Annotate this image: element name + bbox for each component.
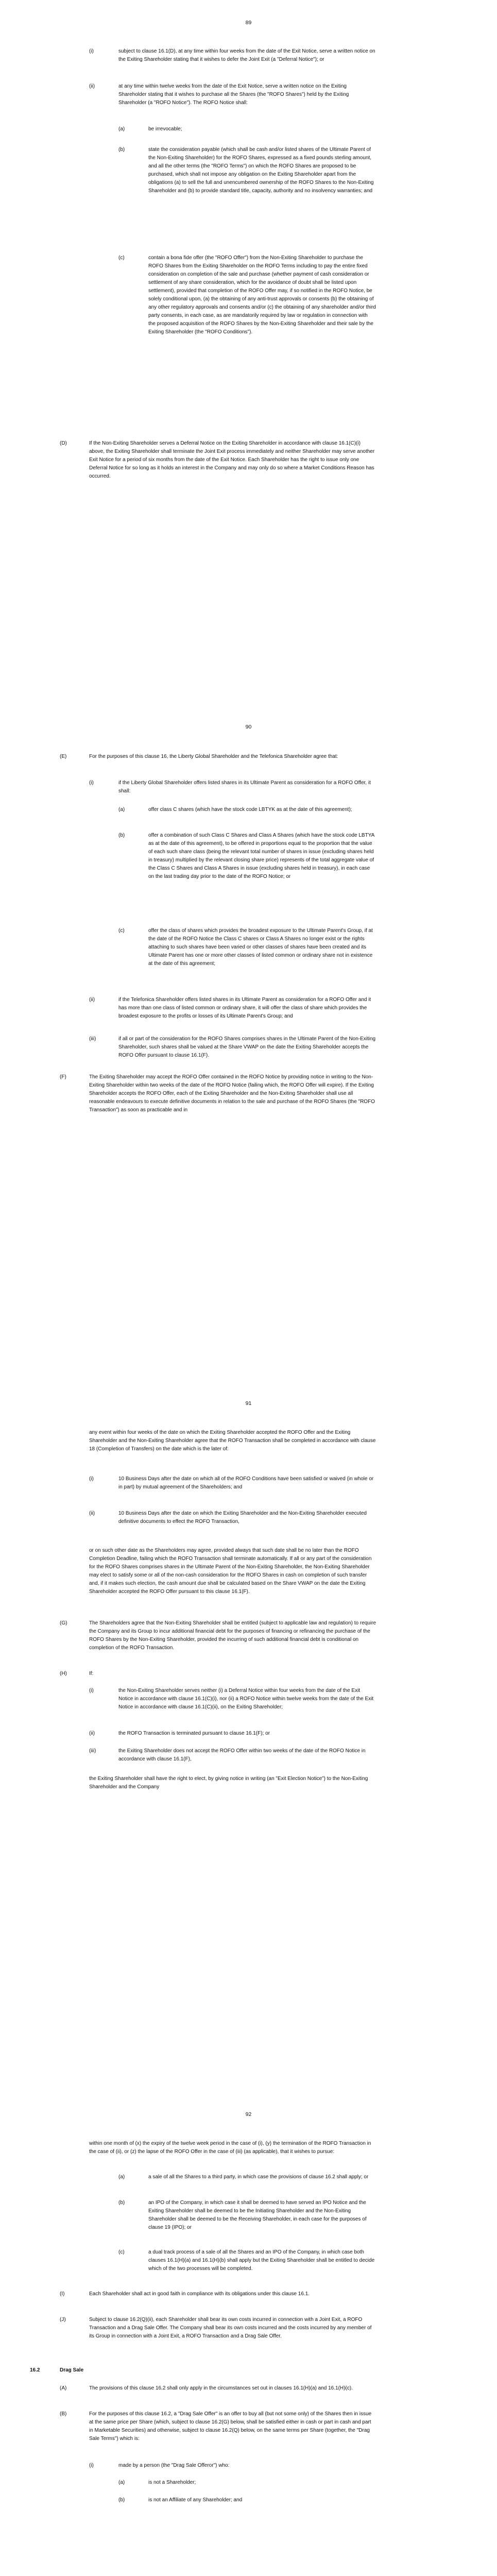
clause-label: (B) xyxy=(60,2411,67,2417)
clause-label: (J) xyxy=(60,2317,66,2323)
clause-label: (b) xyxy=(118,2200,125,2206)
clause-text: state the consideration payable (which shall be cash and/or listed shares of the Ultimate Parent of the Non-Exiting Shareholder) for the ROFO Shares, expressed as a fixed pounds sterling amount, and all the other terms (the "ROFO Terms") on which the ROFO Shares are proposed to be purchased, which shall not impose any obligation on the Exiting Shareholder apart from the obligations (a) to sell the full and unencumbered ownership of the ROFO Shares to the Non-Exiting Shareholder and (b) to provide standard title, capacity, authority and no insolvency warranties; and xyxy=(148,147,374,194)
clause-label: (F) xyxy=(60,1074,66,1080)
clause-text: the Exiting Shareholder does not accept the ROFO Offer within two weeks of the date of the ROFO Notice in accordance with clause 16.1(F), xyxy=(118,1748,366,1762)
clause-label: (ii) xyxy=(89,997,95,1003)
clause-text: or on such other date as the Shareholders may agree, provided always that such date shall be no later than the ROFO Completion Deadline, failing which the ROFO Transaction shall terminate automatically. If all or any part of the consideration for the ROFO Shares comprises shares in the Ultimate Parent of the Non-Exiting Shareholder, the Non-Exiting Shareholder may elect to satisfy some or all of the non-cash consideration for the ROFO Shares in cash on completion of such transfer and, if it makes such election, the cash amount due shall be calculated based on the Share VWAP on the date the Exiting Shareholder accepted the ROFO Offer pursuant to this clause 16.1(F). xyxy=(89,1548,372,1595)
clause-text: a dual track process of a sale of all the Shares and an IPO of the Company, in which case both clauses 16.1(H)(a) and 16.1(H)(b) shall apply but the Exiting Shareholder shall be entitled to decide which of the two processes will be completed. xyxy=(148,2249,375,2272)
clause-text: if the Liberty Global Shareholder offers listed shares in its Ultimate Parent as consideration for a ROFO Offer, it shall: xyxy=(118,780,371,794)
clause-text: the Non-Exiting Shareholder serves neither (i) a Deferral Notice within four weeks from the date of the Exit Notice in accordance with clause 16.1(C)(i), nor (ii) a ROFO Notice within twelve weeks from the date of the Exit Notice in accordance with clause 16.1(C)(ii), on the Exiting Shareholder; xyxy=(118,1688,374,1710)
clause-text: if the Telefonica Shareholder offers listed shares in its Ultimate Parent as consideration for a ROFO Offer and it has more than one class of listed common or ordinary share, it will offer the class of share which provides the broadest exposure to the profits or losses of its Ultimate Parent's Group; and xyxy=(118,997,371,1019)
clause-text: any event within four weeks of the date on which the Exiting Shareholder accepted the ROFO Offer and the Exiting Shareholder and the Non-Exiting Shareholder agree that the ROFO Transaction shall be completed in accordance with clause 18 (Completion of Transfers) on the date which is the later of: xyxy=(89,1430,376,1452)
clause-label: (i) xyxy=(89,780,94,786)
clause-label: (E) xyxy=(60,754,67,759)
clause-text: contain a bona fide offer (the "ROFO Offer") from the Non-Exiting Shareholder to purchase the ROFO Shares from the Exiting Shareholder on the ROFO Terms including to pay the entire fixed consideration on completion of the sale and purchase (whether payment of cash consideration or settlement of any share consideration, which for the avoidance of doubt shall be listed upon settlement), provided that completion of the ROFO Offer may, if so notified in the ROFO Notice, be solely conditional upon, (a) the obtaining of any anti-trust approvals or consents (b) the obtaining of any other regulatory approvals and consents and/or (c) the obtaining of any shareholder and/or third party consents, in each case, as are mandatorily required by law or regulation in connection with the proposed acquisition of the ROFO Shares by the Non-Exiting Shareholder and their sale by the Exiting Shareholder (the "ROFO Conditions"). xyxy=(148,255,376,335)
clause-label: (i) xyxy=(89,48,94,54)
clause-text: For the purposes of this clause 16.2, a "Drag Sale Offer" is an offer to buy all (but not some only) of the Shares then in issue at the same price per Share (which, subject to clause 16.2(G) below, shall be satisfied either in cash or part in cash and part in Marketable Securities) and otherwise, subject to clause 16.2(Q) below, on the same terms per Share (together, the "Drag Sale Terms") which is: xyxy=(89,2411,372,2442)
clause-label: (i) xyxy=(89,1688,94,1693)
clause-text: the ROFO Transaction is terminated pursuant to clause 16.1(F); or xyxy=(118,1731,270,1736)
clause-text: The Shareholders agree that the Non-Exiting Shareholder shall be entitled (subject to applicable law and regulation) to require the Company and its Group to incur additional financial debt for the purposes of financing or refinancing the purchase of the ROFO Shares by the Non-Exiting Shareholder, provided the incurring of such additional financial debt is conditional on completion of the ROFO Transaction. xyxy=(89,1620,376,1651)
clause-label: (b) xyxy=(118,147,125,152)
clause-text: For the purposes of this clause 16, the Liberty Global Shareholder and the Telefonica Shareholder agree that: xyxy=(89,754,338,759)
clause-label: (c) xyxy=(118,255,125,261)
clause-label: (iii) xyxy=(89,1748,96,1754)
page-number: 92 xyxy=(245,2111,252,2117)
clause-label: (ii) xyxy=(89,83,95,89)
clause-text: 10 Business Days after the date on which the Exiting Shareholder and the Non-Exiting Shareholder executed definitive documents to effect the ROFO Transaction, xyxy=(118,1511,367,1524)
clause-text: made by a person (the "Drag Sale Offeror") who: xyxy=(118,2463,230,2468)
clause-label: (i) xyxy=(89,2463,94,2468)
clause-text: is not a Shareholder; xyxy=(148,2480,196,2485)
section-heading: Drag Sale xyxy=(60,2367,84,2373)
clause-text: the Exiting Shareholder shall have the right to elect, by giving notice in writing (an "Exit Election Notice") to the Non-Exiting Shareholder and the Company xyxy=(89,1776,368,1790)
clause-label: (a) xyxy=(118,126,125,132)
clause-label: (ii) xyxy=(89,1511,95,1516)
clause-text: offer the class of shares which provides the broadest exposure to the Ultimate Parent's Group, if at the date of the ROFO Notice the Class C shares or Class A Shares no longer exist or the rights attaching to such shares have been varied or other classes of shares have been created and its Ultimate Parent has one or more other classes of listed common or ordinary share not in existence at the date of this agreement; xyxy=(148,928,373,967)
clause-label: (c) xyxy=(118,928,125,934)
clause-text: be irrevocable; xyxy=(148,126,182,132)
clause-label: (A) xyxy=(60,2385,67,2391)
clause-text: offer class C shares (which have the stock code LBTYK as at the date of this agreement); xyxy=(148,807,352,812)
clause-text: if all or part of the consideration for the ROFO Shares comprises shares in the Ultimate Parent of the Non-Exiting Shareholder, such shares shall be valued at the Share VWAP on the date the Exiting Shareholder accepts the ROFO Offer pursuant to clause 16.1(F). xyxy=(118,1036,376,1058)
clause-text: an IPO of the Company, in which case it shall be deemed to have served an IPO Notice and the Exiting Shareholder shall be deemed to be the Initiating Shareholder and the Non-Exiting Shareholder shall be deemed to be the Receiving Shareholder, in each case for the purposes of clause 19 (IPO); or xyxy=(148,2200,367,2230)
clause-text: within one month of (x) the expiry of the twelve week period in the case of (i), (y) the termination of the ROFO Transaction in the case of (ii), or (z) the lapse of the ROFO Offer in the case of (iii) (as applicable), that it wishes to pursue: xyxy=(89,2141,371,2155)
clause-label: (I) xyxy=(60,2291,65,2297)
page-number: 89 xyxy=(245,20,252,26)
clause-text: Subject to clause 16.2(Q)(ii), each Shareholder shall bear its own costs incurred in connection with a Joint Exit, a ROFO Transaction and a Drag Sale Offer. The Company shall bear its own costs incurred and the costs incurred by any member of its Group in connection with a Joint Exit, a ROFO Transaction and a Drag Sale Offer. xyxy=(89,2317,372,2339)
clause-label: (D) xyxy=(60,440,67,446)
clause-text: is not an Affiliate of any Shareholder; and xyxy=(148,2497,243,2503)
clause-label: (i) xyxy=(89,1476,94,1482)
clause-label: (c) xyxy=(118,2249,125,2255)
clause-label: (iii) xyxy=(89,1036,96,1042)
clause-text: The Exiting Shareholder may accept the ROFO Offer contained in the ROFO Notice by providing notice in writing to the Non-Exiting Shareholder within two weeks of the date of the ROFO Notice (failing which, the ROFO Offer will expire). If the Exiting Shareholder accepts the ROFO Offer, each of the Exiting Shareholder and the Non-Exiting Shareholder shall use all reasonable endeavours to execute definitive documents in relation to the sale and purchase of the ROFO Shares (the "ROFO Transaction") as soon as practicable and in xyxy=(89,1074,375,1113)
clause-text: 10 Business Days after the date on which all of the ROFO Conditions have been satisfied or waived (in whole or in part) by mutual agreement of the Shareholders; and xyxy=(118,1476,374,1490)
section-number: 16.2 xyxy=(30,2367,40,2373)
clause-label: (b) xyxy=(118,833,125,838)
clause-label: (ii) xyxy=(89,1731,95,1736)
clause-text: at any time within twelve weeks from the date of the Exit Notice, serve a written notice on the Exiting Shareholder stating that it wishes to purchase all the Shares (the "ROFO Shares") held by the Exiting Shareholder (a "ROFO Notice"). The ROFO Notice shall: xyxy=(118,83,349,106)
clause-label: (G) xyxy=(60,1620,67,1626)
clause-text: a sale of all the Shares to a third party, in which case the provisions of clause 16.2 shall apply; or xyxy=(148,2174,369,2180)
clause-label: (b) xyxy=(118,2497,125,2503)
page-number: 90 xyxy=(245,724,252,730)
clause-text: Each Shareholder shall act in good faith in compliance with its obligations under this clause 16.1. xyxy=(89,2291,310,2297)
clause-label: (a) xyxy=(118,2480,125,2485)
clause-text: If the Non-Exiting Shareholder serves a Deferral Notice on the Exiting Shareholder in accordance with clause 16.1(C)(i) above, the Exiting Shareholder shall terminate the Joint Exit process immediately and neither Shareholder may serve another Exit Notice for a period of six months from the date of the Exit Notice. Each Shareholder has the right to issue only one Deferral Notice for so long as it holds an interest in the Company and may only do so where a Market Conditions Reason has occurred. xyxy=(89,440,375,479)
clause-label: (a) xyxy=(118,2174,125,2180)
clause-text: If: xyxy=(89,1671,94,1676)
clause-label: (a) xyxy=(118,807,125,812)
clause-text: The provisions of this clause 16.2 shall only apply in the circumstances set out in clauses 16.1(H)(a) and 16.1(H)(c). xyxy=(89,2385,353,2391)
clause-text: subject to clause 16.1(D), at any time within four weeks from the date of the Exit Notice, serve a written notice on the Exiting Shareholder stating that it wishes to defer the Joint Exit (a "Deferral Notice"); or xyxy=(118,48,375,62)
page-number: 91 xyxy=(245,1400,252,1406)
clause-text: offer a combination of such Class C Shares and Class A Shares (which have the stock code LBTYA as at the date of this agreement), to be offered in proportions equal to the proportion that the value of each such share class (being the relevant total number of shares in issue (excluding shares held in treasury) multiplied by the relevant closing share price) represents of the total aggregate value of the Class C Shares and Class A Shares in issue (excluding shares held in treasury), in each case on the last trading day prior to the date of the ROFO Notice; or xyxy=(148,833,374,879)
clause-label: (H) xyxy=(60,1671,67,1676)
